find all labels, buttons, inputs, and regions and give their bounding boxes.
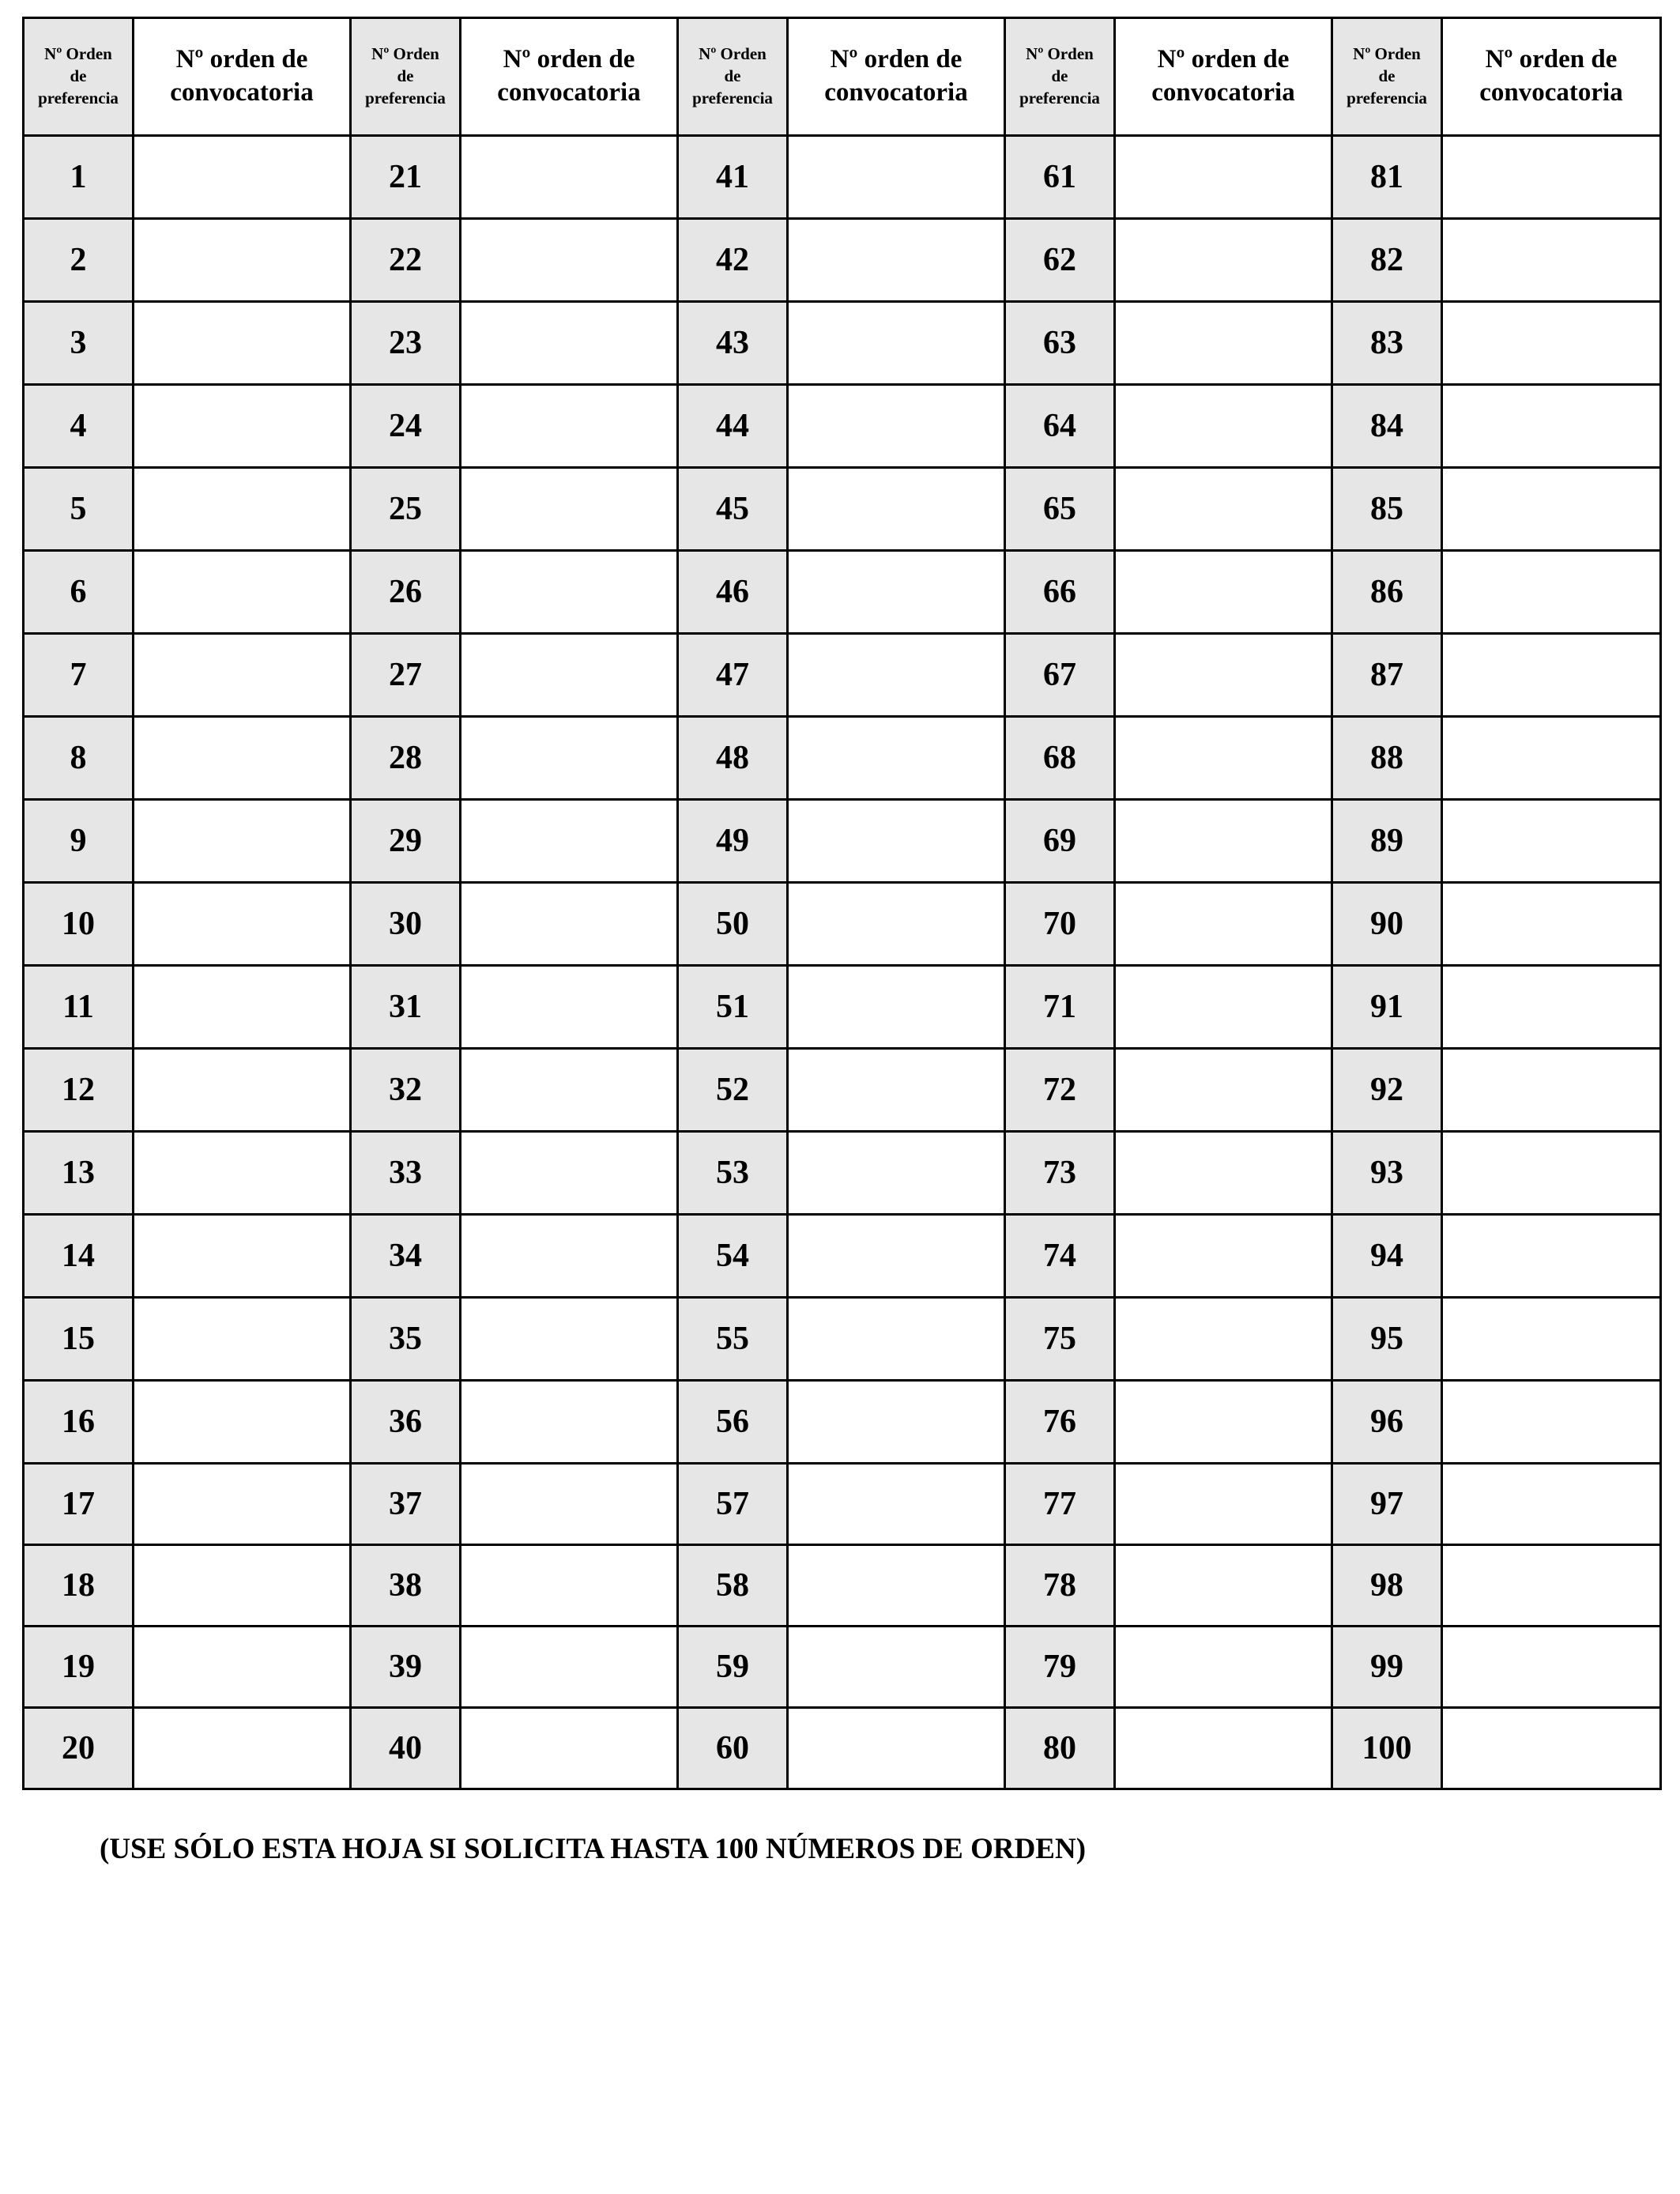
convocation-order-input-cell[interactable] — [461, 966, 678, 1049]
preference-number-cell: 81 — [1332, 136, 1442, 219]
convocation-order-input-cell[interactable] — [134, 1298, 351, 1381]
preference-number-cell: 65 — [1005, 468, 1115, 551]
convocation-order-input-cell[interactable] — [461, 1381, 678, 1464]
header-label: de — [1378, 66, 1396, 85]
preference-number-cell: 7 — [24, 634, 134, 717]
table-row — [24, 1132, 1661, 1215]
header-label: preferencia — [1347, 89, 1427, 107]
convocation-order-input-cell[interactable] — [134, 883, 351, 966]
convocation-order-input-cell[interactable] — [134, 800, 351, 883]
preference-number-cell: 49 — [678, 800, 788, 883]
table-row — [24, 883, 1661, 966]
preference-number-cell: 61 — [1005, 136, 1115, 219]
preference-number-cell: 57 — [678, 1464, 788, 1545]
convocation-order-input-cell[interactable] — [788, 1215, 1005, 1298]
preference-number-cell: 97 — [1332, 1464, 1442, 1545]
convocation-order-input-cell[interactable] — [1442, 800, 1661, 883]
header-label: preferencia — [38, 89, 119, 107]
convocation-order-input-cell[interactable] — [134, 136, 351, 219]
table-row — [24, 385, 1661, 468]
convocation-order-input-cell[interactable] — [134, 219, 351, 302]
header-label: convocatoria — [1479, 78, 1623, 107]
preference-number-cell: 4 — [24, 385, 134, 468]
convocation-order-input-cell[interactable] — [461, 551, 678, 634]
table-row — [24, 551, 1661, 634]
preference-number-cell: 40 — [351, 1708, 461, 1789]
table-row — [24, 1708, 1661, 1789]
header-label: Nº Orden — [699, 44, 767, 63]
convocation-order-input-cell[interactable] — [788, 966, 1005, 1049]
table-row — [24, 800, 1661, 883]
convocation-order-input-cell[interactable] — [1442, 1464, 1661, 1545]
convocation-order-input-cell[interactable] — [1115, 1708, 1332, 1789]
convocation-order-input-cell[interactable] — [1115, 302, 1332, 385]
convocation-order-input-cell[interactable] — [1442, 468, 1661, 551]
preference-number-cell: 47 — [678, 634, 788, 717]
table-row — [24, 302, 1661, 385]
preference-number-cell: 52 — [678, 1049, 788, 1132]
table-header-row — [24, 18, 1661, 136]
preference-order-header — [678, 18, 788, 136]
preference-number-cell: 86 — [1332, 551, 1442, 634]
convocation-order-input-cell[interactable] — [788, 717, 1005, 800]
table-row — [24, 1298, 1661, 1381]
preference-number-cell: 95 — [1332, 1298, 1442, 1381]
header-label: de — [397, 66, 414, 85]
preference-number-cell: 85 — [1332, 468, 1442, 551]
convocation-order-input-cell[interactable] — [788, 1132, 1005, 1215]
convocation-order-input-cell[interactable] — [1442, 136, 1661, 219]
preference-number-cell: 41 — [678, 136, 788, 219]
preference-number-cell: 48 — [678, 717, 788, 800]
convocation-order-input-cell[interactable] — [788, 1381, 1005, 1464]
preference-number-cell: 44 — [678, 385, 788, 468]
header-label: preferencia — [1019, 89, 1100, 107]
convocation-order-header — [1115, 18, 1332, 136]
convocation-order-input-cell[interactable] — [1442, 1545, 1661, 1627]
header-label: Nº orden de — [830, 45, 962, 74]
convocation-order-input-cell[interactable] — [1115, 136, 1332, 219]
convocation-order-input-cell[interactable] — [134, 1464, 351, 1545]
convocation-order-input-cell[interactable] — [134, 385, 351, 468]
preference-number-cell: 25 — [351, 468, 461, 551]
preference-number-cell: 13 — [24, 1132, 134, 1215]
header-label: Nº Orden — [1026, 44, 1094, 63]
convocation-order-input-cell[interactable] — [1442, 1627, 1661, 1708]
preference-number-cell: 89 — [1332, 800, 1442, 883]
convocation-order-header — [788, 18, 1005, 136]
preference-number-cell: 93 — [1332, 1132, 1442, 1215]
preference-number-cell: 63 — [1005, 302, 1115, 385]
preference-number-cell: 16 — [24, 1381, 134, 1464]
preference-number-cell: 45 — [678, 468, 788, 551]
header-label: Nº Orden — [1353, 44, 1421, 63]
preference-number-cell: 92 — [1332, 1049, 1442, 1132]
convocation-order-input-cell[interactable] — [134, 1381, 351, 1464]
preference-number-cell: 50 — [678, 883, 788, 966]
convocation-order-input-cell[interactable] — [788, 1545, 1005, 1627]
preference-number-cell: 87 — [1332, 634, 1442, 717]
convocation-order-input-cell[interactable] — [134, 634, 351, 717]
preference-number-cell: 75 — [1005, 1298, 1115, 1381]
convocation-order-input-cell[interactable] — [461, 717, 678, 800]
convocation-order-input-cell[interactable] — [1442, 634, 1661, 717]
preference-number-cell: 10 — [24, 883, 134, 966]
preference-number-cell: 30 — [351, 883, 461, 966]
preference-number-cell: 2 — [24, 219, 134, 302]
preference-number-cell: 37 — [351, 1464, 461, 1545]
table-row — [24, 1627, 1661, 1708]
header-label: convocatoria — [497, 78, 641, 107]
preference-number-cell: 67 — [1005, 634, 1115, 717]
preference-number-cell: 17 — [24, 1464, 134, 1545]
preference-number-cell: 96 — [1332, 1381, 1442, 1464]
convocation-order-input-cell[interactable] — [461, 1215, 678, 1298]
convocation-order-input-cell[interactable] — [1442, 1215, 1661, 1298]
convocation-order-input-cell[interactable] — [461, 634, 678, 717]
convocation-order-input-cell[interactable] — [461, 1464, 678, 1545]
table-row — [24, 966, 1661, 1049]
preference-number-cell: 59 — [678, 1627, 788, 1708]
header-label: convocatoria — [824, 78, 968, 107]
preference-number-cell: 26 — [351, 551, 461, 634]
preference-number-cell: 3 — [24, 302, 134, 385]
header-label: convocatoria — [170, 78, 314, 107]
preference-number-cell: 80 — [1005, 1708, 1115, 1789]
preference-number-cell: 18 — [24, 1545, 134, 1627]
preference-number-cell: 74 — [1005, 1215, 1115, 1298]
table-row — [24, 468, 1661, 551]
table-body — [24, 136, 1661, 1789]
preference-number-cell: 36 — [351, 1381, 461, 1464]
convocation-order-input-cell[interactable] — [1442, 385, 1661, 468]
preference-number-cell: 100 — [1332, 1708, 1442, 1789]
header-label: preferencia — [365, 89, 446, 107]
preference-number-cell: 11 — [24, 966, 134, 1049]
preference-number-cell: 58 — [678, 1545, 788, 1627]
table-row — [24, 634, 1661, 717]
convocation-order-input-cell[interactable] — [134, 1215, 351, 1298]
convocation-order-input-cell[interactable] — [1115, 883, 1332, 966]
convocation-order-input-cell[interactable] — [461, 385, 678, 468]
table-row — [24, 1464, 1661, 1545]
convocation-order-input-cell[interactable] — [1442, 1298, 1661, 1381]
preference-number-cell: 39 — [351, 1627, 461, 1708]
preference-number-cell: 69 — [1005, 800, 1115, 883]
preference-number-cell: 20 — [24, 1708, 134, 1789]
convocation-order-input-cell[interactable] — [1442, 717, 1661, 800]
convocation-order-input-cell[interactable] — [134, 551, 351, 634]
convocation-order-input-cell[interactable] — [134, 1132, 351, 1215]
preference-number-cell: 79 — [1005, 1627, 1115, 1708]
convocation-order-input-cell[interactable] — [1115, 1132, 1332, 1215]
convocation-order-input-cell[interactable] — [1115, 468, 1332, 551]
preference-number-cell: 56 — [678, 1381, 788, 1464]
preference-number-cell: 68 — [1005, 717, 1115, 800]
table-row — [24, 1381, 1661, 1464]
convocation-order-input-cell[interactable] — [1442, 1049, 1661, 1132]
preference-number-cell: 99 — [1332, 1627, 1442, 1708]
header-label: Nº orden de — [1485, 45, 1618, 74]
convocation-order-input-cell[interactable] — [134, 966, 351, 1049]
preference-number-cell: 6 — [24, 551, 134, 634]
convocation-order-input-cell[interactable] — [788, 883, 1005, 966]
header-label: de — [1051, 66, 1068, 85]
table-row — [24, 717, 1661, 800]
preference-number-cell: 12 — [24, 1049, 134, 1132]
convocation-order-input-cell[interactable] — [1115, 1049, 1332, 1132]
convocation-order-input-cell[interactable] — [461, 1545, 678, 1627]
convocation-order-header — [134, 18, 351, 136]
preference-number-cell: 43 — [678, 302, 788, 385]
header-label: Nº orden de — [1157, 45, 1290, 74]
convocation-order-input-cell[interactable] — [788, 1627, 1005, 1708]
convocation-order-input-cell[interactable] — [1442, 302, 1661, 385]
header-label: preferencia — [692, 89, 773, 107]
preference-number-cell: 98 — [1332, 1545, 1442, 1627]
preference-number-cell: 62 — [1005, 219, 1115, 302]
header-label: de — [70, 66, 87, 85]
preference-number-cell: 1 — [24, 136, 134, 219]
convocation-order-input-cell[interactable] — [1115, 1545, 1332, 1627]
preference-number-cell: 60 — [678, 1708, 788, 1789]
convocation-order-header — [461, 18, 678, 136]
table-row — [24, 1215, 1661, 1298]
preference-number-cell: 22 — [351, 219, 461, 302]
preference-number-cell: 82 — [1332, 219, 1442, 302]
convocation-order-input-cell[interactable] — [461, 136, 678, 219]
preference-number-cell: 28 — [351, 717, 461, 800]
preference-number-cell: 76 — [1005, 1381, 1115, 1464]
convocation-order-input-cell[interactable] — [788, 219, 1005, 302]
preference-number-cell: 21 — [351, 136, 461, 219]
table-row — [24, 136, 1661, 219]
convocation-order-input-cell[interactable] — [1115, 1298, 1332, 1381]
preference-number-cell: 55 — [678, 1298, 788, 1381]
header-label: Nº orden de — [503, 45, 635, 74]
header-label: Nº Orden — [371, 44, 439, 63]
convocation-order-input-cell[interactable] — [788, 302, 1005, 385]
preference-number-cell: 31 — [351, 966, 461, 1049]
convocation-order-input-cell[interactable] — [1115, 800, 1332, 883]
preference-number-cell: 15 — [24, 1298, 134, 1381]
preference-number-cell: 33 — [351, 1132, 461, 1215]
convocation-order-input-cell[interactable] — [1115, 1381, 1332, 1464]
preference-number-cell: 24 — [351, 385, 461, 468]
convocation-order-input-cell[interactable] — [134, 468, 351, 551]
header-label: Nº orden de — [175, 45, 308, 74]
convocation-order-input-cell[interactable] — [1115, 966, 1332, 1049]
preference-number-cell: 90 — [1332, 883, 1442, 966]
preference-number-cell: 70 — [1005, 883, 1115, 966]
preference-number-cell: 78 — [1005, 1545, 1115, 1627]
convocation-order-input-cell[interactable] — [788, 385, 1005, 468]
convocation-order-input-cell[interactable] — [1442, 1132, 1661, 1215]
convocation-order-header — [1442, 18, 1661, 136]
convocation-order-input-cell[interactable] — [788, 1049, 1005, 1132]
convocation-order-input-cell[interactable] — [461, 1708, 678, 1789]
convocation-order-input-cell[interactable] — [1442, 883, 1661, 966]
preference-number-cell: 94 — [1332, 1215, 1442, 1298]
preference-number-cell: 32 — [351, 1049, 461, 1132]
preference-number-cell: 88 — [1332, 717, 1442, 800]
preference-number-cell: 5 — [24, 468, 134, 551]
preference-number-cell: 64 — [1005, 385, 1115, 468]
convocation-order-input-cell[interactable] — [788, 1708, 1005, 1789]
preference-number-cell: 72 — [1005, 1049, 1115, 1132]
preference-number-cell: 23 — [351, 302, 461, 385]
convocation-order-input-cell[interactable] — [1115, 385, 1332, 468]
preference-number-cell: 35 — [351, 1298, 461, 1381]
convocation-order-input-cell[interactable] — [1442, 1708, 1661, 1789]
preference-number-cell: 8 — [24, 717, 134, 800]
convocation-order-input-cell[interactable] — [134, 1708, 351, 1789]
convocation-order-input-cell[interactable] — [461, 468, 678, 551]
convocation-order-input-cell[interactable] — [788, 136, 1005, 219]
convocation-order-input-cell[interactable] — [1115, 634, 1332, 717]
convocation-order-input-cell[interactable] — [461, 219, 678, 302]
convocation-order-input-cell[interactable] — [461, 1049, 678, 1132]
preference-number-cell: 38 — [351, 1545, 461, 1627]
preference-order-header — [351, 18, 461, 136]
convocation-order-input-cell[interactable] — [1442, 966, 1661, 1049]
convocation-order-input-cell[interactable] — [1442, 551, 1661, 634]
convocation-order-input-cell[interactable] — [461, 883, 678, 966]
preference-number-cell: 14 — [24, 1215, 134, 1298]
convocation-order-input-cell[interactable] — [788, 468, 1005, 551]
convocation-order-input-cell[interactable] — [788, 1298, 1005, 1381]
convocation-order-input-cell[interactable] — [461, 1132, 678, 1215]
preference-number-cell: 51 — [678, 966, 788, 1049]
preference-number-cell: 54 — [678, 1215, 788, 1298]
convocation-order-input-cell[interactable] — [461, 800, 678, 883]
preference-number-cell: 46 — [678, 551, 788, 634]
header-label: de — [724, 66, 741, 85]
convocation-order-input-cell[interactable] — [788, 800, 1005, 883]
convocation-order-input-cell[interactable] — [134, 1545, 351, 1627]
table-row — [24, 1049, 1661, 1132]
table-row — [24, 219, 1661, 302]
convocation-order-input-cell[interactable] — [1115, 551, 1332, 634]
preference-number-cell: 29 — [351, 800, 461, 883]
preference-number-cell: 77 — [1005, 1464, 1115, 1545]
preference-number-cell: 34 — [351, 1215, 461, 1298]
convocation-order-input-cell[interactable] — [788, 1464, 1005, 1545]
preference-order-table — [22, 17, 1662, 1790]
convocation-order-input-cell[interactable] — [461, 1298, 678, 1381]
footer-note: (USE SÓLO ESTA HOJA SI SOLICITA HASTA 100 NÚMEROS DE ORDEN) — [100, 1833, 1087, 1865]
convocation-order-input-cell[interactable] — [1442, 1381, 1661, 1464]
convocation-order-input-cell[interactable] — [788, 551, 1005, 634]
preference-number-cell: 42 — [678, 219, 788, 302]
convocation-order-input-cell[interactable] — [1115, 1464, 1332, 1545]
preference-number-cell: 91 — [1332, 966, 1442, 1049]
preference-number-cell: 27 — [351, 634, 461, 717]
convocation-order-input-cell[interactable] — [461, 302, 678, 385]
preference-number-cell: 53 — [678, 1132, 788, 1215]
convocation-order-input-cell[interactable] — [1115, 1215, 1332, 1298]
preference-order-header — [1332, 18, 1442, 136]
convocation-order-input-cell[interactable] — [134, 1627, 351, 1708]
preference-number-cell: 19 — [24, 1627, 134, 1708]
preference-number-cell: 66 — [1005, 551, 1115, 634]
convocation-order-input-cell[interactable] — [134, 717, 351, 800]
convocation-order-input-cell[interactable] — [461, 1627, 678, 1708]
convocation-order-input-cell[interactable] — [788, 634, 1005, 717]
convocation-order-input-cell[interactable] — [1115, 219, 1332, 302]
convocation-order-input-cell[interactable] — [134, 302, 351, 385]
header-label: Nº Orden — [44, 44, 112, 63]
preference-number-cell: 84 — [1332, 385, 1442, 468]
preference-order-header — [24, 18, 134, 136]
preference-number-cell: 71 — [1005, 966, 1115, 1049]
convocation-order-input-cell[interactable] — [134, 1049, 351, 1132]
convocation-order-input-cell[interactable] — [1442, 219, 1661, 302]
preference-number-cell: 9 — [24, 800, 134, 883]
preference-number-cell: 73 — [1005, 1132, 1115, 1215]
table-row — [24, 1545, 1661, 1627]
convocation-order-input-cell[interactable] — [1115, 717, 1332, 800]
header-label: convocatoria — [1151, 78, 1295, 107]
preference-number-cell: 83 — [1332, 302, 1442, 385]
convocation-order-input-cell[interactable] — [1115, 1627, 1332, 1708]
preference-order-header — [1005, 18, 1115, 136]
